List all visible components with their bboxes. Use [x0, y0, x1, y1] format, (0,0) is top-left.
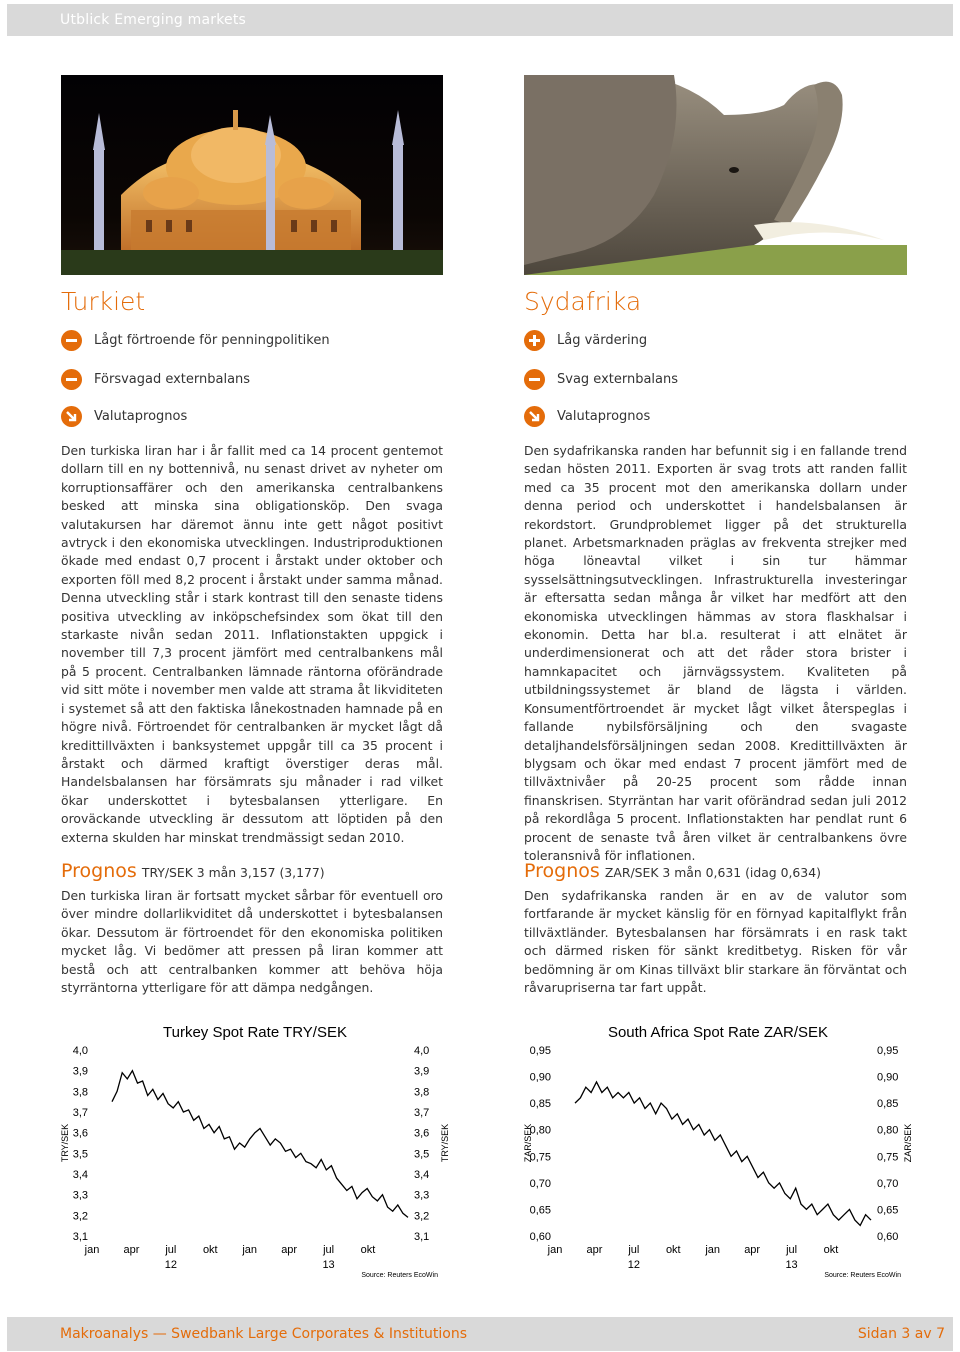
turkey-prognos-heading: [61, 860, 325, 882]
x-tick-label: jan: [242, 1244, 258, 1256]
x-tick-label: okt: [665, 1244, 681, 1256]
y-tick-label-right: 3,7: [414, 1107, 430, 1119]
x-tick-label: jul: [628, 1244, 640, 1256]
x-tick-label: okt: [202, 1244, 218, 1256]
turkey-point-text: Försvagad externbalans: [94, 372, 251, 387]
southafrica-point-3: [524, 406, 906, 430]
x-year-label: 13: [785, 1259, 798, 1271]
turkey-heading: Turkiet: [61, 287, 146, 316]
southafrica-prognos-heading: [524, 860, 821, 882]
footer-page: Sidan 3 av 7: [857, 1326, 945, 1342]
x-tick-label: apr: [744, 1244, 761, 1256]
minus-icon: [61, 330, 82, 351]
x-year-label: 12: [164, 1259, 177, 1271]
series-line: [575, 1082, 871, 1226]
turkey-body: Den turkiska liran har i år fallit med ca 14 procent gentemot dollarn till en ny bottennivå, nu senast drivet av nyheter om korruptionsaffärer och den amerikanska centralbankens besked att minska sina obligationsköp. Den svaga valutakursen har däremot ännu inte gett något positivt avtryck i den ekonomiska utvecklingen. Industriproduktionen ökade med endast 0,7 procent i årstakt under oktober och exporten föll med 8,2 procent i årstakt under samma månad. Denna utveckling står i stark kontrast till den senaste tidens positiva utveckling av inköpschefsindex som ökat till den starkaste nivån sedan 2011. Inflationstakten uppgick i november till 7,3 procent jämfört med centralbankens mål på 5 procent. Centralbanken lämnade räntorna oförändrade vid sitt möte i november men valde att strama åt likviditeten i systemet så att den faktiska lånekostnaden hamnade på en högre nivå. Förtroendet för centralbanken är mycket lågt då kredittillväxten i banksystemet uppgår till ca 35 procent i årstakt och därmed kraftigt överstiger deras mål. Handelsbalansen har försämrats sju månader i rad vilket ökar underskottet i bytesbalansen ytterligare. En oroväckande utveckling är dessutom att löptiden på den externa skulden har minskat trendmässigt sedan 2010.: [61, 443, 443, 845]
turkey-point-text: Lågt förtroende för penningpolitiken: [94, 333, 330, 348]
minus-icon: [524, 369, 545, 390]
y-tick-label-left: 0,80: [529, 1124, 551, 1137]
arrow-down-right-icon: [61, 406, 82, 427]
y-tick-label-left: 3,2: [72, 1210, 88, 1223]
y-tick-label-left: 0,75: [529, 1151, 551, 1164]
elephant-photo: [524, 75, 907, 275]
y-tick-label-left: 4,0: [72, 1045, 88, 1057]
chart-title: Turkey Spot Rate TRY/SEK: [163, 1024, 347, 1041]
southafrica-point-text: Svag externbalans: [557, 372, 679, 387]
turkey-point-2: [61, 369, 443, 393]
y-tick-label-right: 3,3: [414, 1189, 430, 1202]
x-tick-label: jan: [547, 1244, 563, 1256]
y-tick-label-right: 3,1: [414, 1231, 430, 1243]
y-tick-label-right: 0,65: [877, 1204, 899, 1217]
y-tick-label-right: 3,2: [414, 1210, 430, 1223]
y-tick-label-right: 0,90: [877, 1071, 899, 1084]
x-tick-label: jul: [323, 1244, 335, 1256]
y-axis-label-left: ZAR/SEK: [523, 1123, 533, 1163]
mosque-photo: [61, 75, 443, 275]
turkey-point-1: [61, 330, 443, 354]
y-tick-label-right: 3,8: [414, 1086, 430, 1099]
turkey-chart: [55, 1020, 450, 1282]
y-tick-label-right: 0,60: [877, 1231, 899, 1243]
southafrica-prognos-body: Den sydafrikanska randen är en av de valutor som fortfarande är mycket känslig för en förnyad kapitalflykt från tillväxtländer. Bytesbalansen har försämrats i en rask takt och därmed risken för sänkt kreditbetyg. Risken för vår bedömning är om Kinas tillväxt blir starkare än förväntat och råvarupriserna tar fart uppåt.: [524, 888, 907, 996]
southafrica-point-1: [524, 330, 906, 354]
x-tick-label: jan: [705, 1244, 721, 1256]
y-tick-label-left: 3,7: [72, 1107, 88, 1119]
x-tick-label: apr: [281, 1244, 298, 1256]
prognos-label: Prognos: [61, 860, 137, 882]
header-bar: [7, 4, 953, 36]
y-tick-label-left: 0,95: [529, 1045, 551, 1057]
y-tick-label-left: 3,8: [72, 1086, 88, 1099]
arrow-down-right-icon: [524, 406, 545, 427]
y-tick-label-right: 3,6: [414, 1127, 430, 1140]
y-tick-label-right: 0,70: [877, 1177, 899, 1190]
y-tick-label-right: 0,95: [877, 1045, 899, 1057]
x-tick-label: apr: [586, 1244, 603, 1256]
y-tick-label-left: 0,90: [529, 1071, 551, 1084]
southafrica-chart: [518, 1020, 913, 1282]
y-tick-label-left: 0,70: [529, 1177, 551, 1190]
chart-source: Source: Reuters EcoWin: [361, 1272, 438, 1279]
x-year-label: 12: [627, 1259, 640, 1271]
x-tick-label: jul: [165, 1244, 177, 1256]
turkey-point-text: Valutaprognos: [94, 409, 188, 424]
x-tick-label: okt: [823, 1244, 839, 1256]
x-tick-label: jul: [786, 1244, 798, 1256]
y-tick-label-left: 0,60: [529, 1231, 551, 1243]
y-axis-label-left: TRY/SEK: [60, 1123, 70, 1163]
prognos-label: Prognos: [524, 860, 600, 882]
prognos-forecast: ZAR/SEK 3 mån 0,631 (idag 0,634): [604, 865, 821, 880]
y-tick-label-left: 0,85: [529, 1098, 551, 1111]
y-tick-label-left: 3,6: [72, 1127, 88, 1140]
y-tick-label-right: 4,0: [414, 1045, 430, 1057]
y-tick-label-left: 3,1: [72, 1231, 88, 1243]
prognos-forecast: TRY/SEK 3 mån 3,157 (3,177): [141, 865, 325, 880]
x-tick-label: jan: [84, 1244, 100, 1256]
series-line: [112, 1071, 408, 1218]
footer-left: Makroanalys — Swedbank Large Corporates & Institutions: [60, 1326, 467, 1342]
x-tick-label: apr: [123, 1244, 140, 1256]
y-tick-label-right: 0,75: [877, 1151, 899, 1164]
y-tick-label-right: 0,80: [877, 1124, 899, 1137]
plus-icon: [524, 330, 545, 351]
x-year-label: 13: [322, 1259, 335, 1271]
y-tick-label-left: 3,9: [72, 1065, 88, 1078]
turkey-point-3: [61, 406, 443, 430]
y-tick-label-right: 0,85: [877, 1098, 899, 1111]
y-tick-label-left: 3,4: [72, 1169, 88, 1181]
y-axis-label-right: ZAR/SEK: [903, 1123, 913, 1163]
y-axis-label-right: TRY/SEK: [440, 1123, 450, 1163]
y-tick-label-left: 0,65: [529, 1204, 551, 1217]
southafrica-heading: Sydafrika: [524, 287, 642, 316]
southafrica-body: Den sydafrikanska randen har befunnit sig i en fallande trend sedan hösten 2011. Exporten är svag trots att randen fallit med ca 35 procent mot den amerikanska dollarn under denna period och underskottet i handelsbalansen är rekordstort. Grundproblemet ligger på det strukturella planet. Arbetsmarknaden präglas av frekventa strejker med höga löneavtal vilket i sin tur hämmar sysselsättningsutvecklingen. Infrastrukturella investeringar är eftersatta sedan många år vilket har medfört att den ekonomiska utvecklingen hämmas av stora flaskhalsar i ekonomin. Detta har bl.a. resulterat i att elnätet är underdimensionerat och att det råder stora brister i hamnkapacitet och järnvägssystem. Kvaliteten på utbildningssystemet är bland de lägsta i världen. Konsumentförtroendet är mycket lågt vilket återspeglas i fallande nybilsförsäljning och den svagaste detaljhandelsförsäljningen sedan 2008. Kredittillväxten är blygsam och ökar med endast 7 procent jämfört med de tillväxtnivåer på 20-25 procent som rådde innan finanskrisen. Styrräntan har varit oförändrad sedan juli 2012 på rekordlåga 5 procent. Inflationstakten har pendlat runt 6 procent de senaste två åren vilket är centralbankens övre toleransnivå för inflationen.: [524, 443, 907, 863]
chart-title: South Africa Spot Rate ZAR/SEK: [607, 1024, 829, 1041]
southafrica-point-2: [524, 369, 906, 393]
minus-icon: [61, 369, 82, 390]
y-tick-label-right: 3,5: [414, 1148, 430, 1161]
y-tick-label-right: 3,9: [414, 1065, 430, 1078]
x-tick-label: okt: [360, 1244, 376, 1256]
footer-bar: [7, 1317, 953, 1351]
y-tick-label-left: 3,5: [72, 1148, 88, 1161]
turkey-prognos-body: Den turkiska liran är fortsatt mycket sårbar för eventuell oro över mindre dollarlikviditet då underskottet i bytesbalansen ökar. Dessutom är förtroendet för den ekonomiska politiken mycket låg. Vi bedömer att pressen på liran kommer att bestå och att centralbanken kommer att behöva höja styrräntorna ytterligare för att dämpa nedgången.: [61, 888, 443, 996]
southafrica-point-text: Valutaprognos: [557, 409, 651, 424]
southafrica-point-text: Låg värdering: [557, 333, 648, 348]
y-tick-label-left: 3,3: [72, 1189, 88, 1202]
chart-source: Source: Reuters EcoWin: [824, 1272, 901, 1279]
header-title: Utblick Emerging markets: [60, 12, 247, 28]
y-tick-label-right: 3,4: [414, 1169, 430, 1181]
